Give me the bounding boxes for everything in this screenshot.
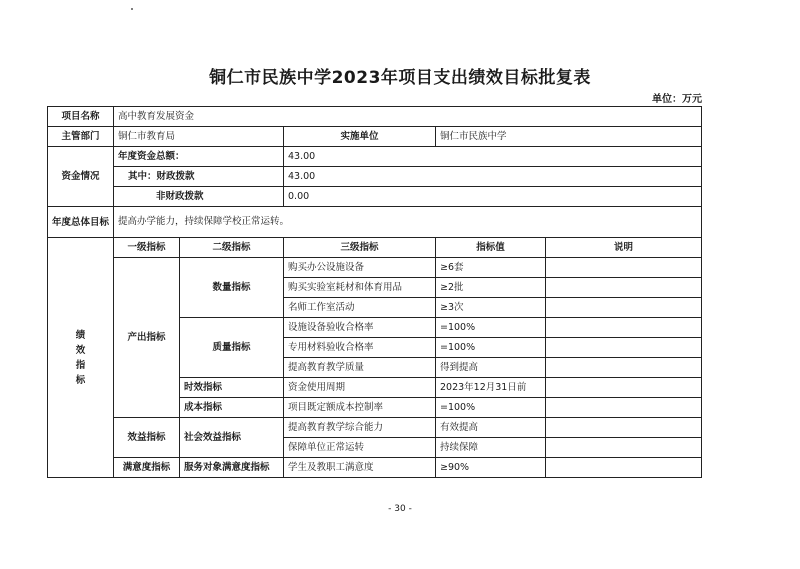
- dept-row: [48, 127, 702, 147]
- social-indicator: 社会效益指标: [180, 418, 284, 458]
- perf-label-char: 效: [75, 344, 86, 356]
- indicator-note: [546, 278, 702, 298]
- indicator-name: 设施设备验收合格率: [284, 318, 436, 338]
- indicator-value: 有效提高: [436, 418, 546, 438]
- unit-label: 单位：万元: [652, 94, 702, 105]
- impl-value: 铜仁市民族中学: [436, 127, 702, 147]
- funds-fiscal-value: 43.00: [284, 167, 702, 187]
- header-level2: 二级指标: [180, 238, 284, 258]
- indicator-note: [546, 438, 702, 458]
- funds-nonfiscal-row: [48, 187, 702, 207]
- indicator-note: [546, 378, 702, 398]
- cost-indicator: 成本指标: [180, 398, 284, 418]
- funds-nonfiscal-label: 非财政拨款: [114, 187, 284, 207]
- indicator-note: [546, 418, 702, 438]
- indicator-note: [546, 458, 702, 478]
- table-row: [48, 258, 702, 278]
- dept-value: 铜仁市教育局: [114, 127, 284, 147]
- indicator-value: 得到提高: [436, 358, 546, 378]
- header-level1: 一级指标: [114, 238, 180, 258]
- indicator-note: [546, 338, 702, 358]
- goal-label: 年度总体目标: [48, 207, 114, 238]
- goal-row: [48, 207, 702, 238]
- goal-value: 提高办学能力，持续保障学校正常运转。: [114, 207, 702, 238]
- benefit-indicator: 效益指标: [114, 418, 180, 458]
- indicator-value: 2023年12月31日前: [436, 378, 546, 398]
- indicator-name: 购买办公设施设备: [284, 258, 436, 278]
- funds-total-label: 年度资金总额：: [114, 147, 284, 167]
- project-label: 项目名称: [48, 107, 114, 127]
- indicator-note: [546, 318, 702, 338]
- timeliness-indicator: 时效指标: [180, 378, 284, 398]
- output-indicator: 产出指标: [114, 258, 180, 418]
- header-value: 指标值: [436, 238, 546, 258]
- indicator-note: [546, 398, 702, 418]
- indicator-name: 名师工作室活动: [284, 298, 436, 318]
- dept-label: 主管部门: [48, 127, 114, 147]
- indicator-name: 专用材料验收合格率: [284, 338, 436, 358]
- funds-nonfiscal-value: 0.00: [284, 187, 702, 207]
- header-note: 说明: [546, 238, 702, 258]
- table-row: [48, 418, 702, 438]
- indicator-value: 持续保障: [436, 438, 546, 458]
- quality-indicator: 质量指标: [180, 318, 284, 378]
- funds-total-value: 43.00: [284, 147, 702, 167]
- approval-table: [47, 106, 702, 478]
- perf-header-row: [48, 238, 702, 258]
- indicator-value: ≥90%: [436, 458, 546, 478]
- indicator-name: 提高教育教学综合能力: [284, 418, 436, 438]
- indicator-name: 提高教育教学质量: [284, 358, 436, 378]
- funds-fiscal-label: 其中：财政拨款: [114, 167, 284, 187]
- indicator-value: ≥2批: [436, 278, 546, 298]
- scan-speck: [131, 8, 133, 10]
- funds-total-row: [48, 147, 702, 167]
- indicator-value: ≥3次: [436, 298, 546, 318]
- indicator-name: 保障单位正常运转: [284, 438, 436, 458]
- project-row: [48, 107, 702, 127]
- page-number: - 30 -: [388, 504, 412, 514]
- indicator-note: [546, 358, 702, 378]
- indicator-value: =100%: [436, 338, 546, 358]
- header-level3: 三级指标: [284, 238, 436, 258]
- perf-label-char: 标: [75, 374, 86, 386]
- indicator-note: [546, 298, 702, 318]
- perf-label-char: 绩: [75, 329, 86, 341]
- indicator-value: =100%: [436, 318, 546, 338]
- indicator-name: 学生及教职工满意度: [284, 458, 436, 478]
- satisfaction-indicator: 满意度指标: [114, 458, 180, 478]
- indicator-value: =100%: [436, 398, 546, 418]
- funds-label: 资金情况: [48, 147, 114, 207]
- indicator-value: ≥6套: [436, 258, 546, 278]
- indicator-note: [546, 258, 702, 278]
- perf-label: [48, 238, 114, 478]
- page-title: 铜仁市民族中学2023年项目支出绩效目标批复表: [209, 68, 591, 88]
- indicator-name: 资金使用周期: [284, 378, 436, 398]
- indicator-name: 购买实验室耗材和体育用品: [284, 278, 436, 298]
- quantity-indicator: 数量指标: [180, 258, 284, 318]
- indicator-name: 项目既定额成本控制率: [284, 398, 436, 418]
- project-value: 高中教育发展资金: [114, 107, 702, 127]
- table-row: [48, 458, 702, 478]
- impl-label: 实施单位: [284, 127, 436, 147]
- perf-label-char: 指: [75, 359, 86, 371]
- service-indicator: 服务对象满意度指标: [180, 458, 284, 478]
- funds-fiscal-row: [48, 167, 702, 187]
